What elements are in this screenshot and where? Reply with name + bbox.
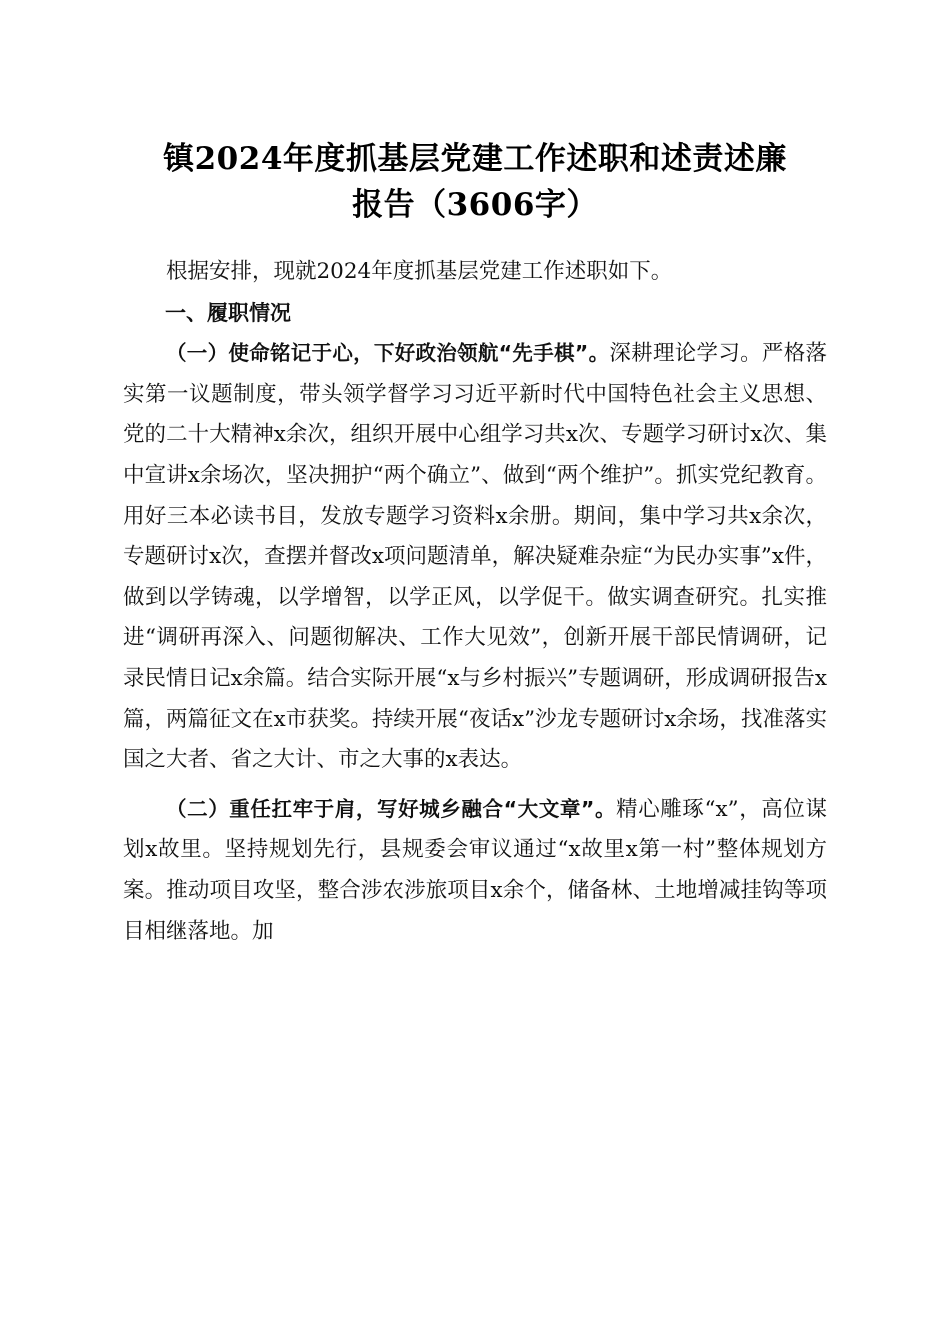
subsection-2-heading: （二）重任扛牢于肩，写好城乡融合“大文章”。 [166,796,617,821]
subsection-1-heading: （一）使命铭记于心，下好政治领航“先手棋”。 [166,341,610,366]
title-line-1: 镇2024年度抓基层党建工作述职和述责述廉 [163,141,787,177]
document-body [123,252,827,952]
subsection-2-text: 精心雕琢“x”，高位谋划x故里。坚持规划先行，县规委会审议通过“x故里x第一村”整体规划方案。推动项目攻坚，整合涉农涉旅项目x余个，储备林、土地增减挂钩等项目相继落地。加 [123,796,828,944]
section-heading-1: 一、履职情况 [165,300,291,325]
document-title [110,136,840,228]
subsection-1-paragraph [123,333,827,781]
intro-paragraph: 根据安排，现就2024年度抓基层党建工作述职如下。 [166,259,673,284]
subsection-1-text: 深耕理论学习。严格落实第一议题制度，带头领学督学习习近平新时代中国特色社会主义思想、党的二十大精神x余次，组织开展中心组学习共x次、专题学习研讨x次、集中宣讲x余场次，坚决拥护“两个确立”、做到“两个维护”。抓实党纪教育。用好三本必读书目，发放专题学习资料x余册。期间，集中学习共x余次，专题研讨x次，查摆并督改x项问题清单，解决疑难杂症“为民办实事”x件，做到以学铸魂，以学增智，以学正风，以学促干。做实调查研究。扎实推进“调研再深入、问题彻解决、工作大见效”，创新开展干部民情调研，记录民情日记x余篇。结合实际开展“x与乡村振兴”专题调研，形成调研报告x篇，两篇征文在x市获奖。持续开展“夜话x”沙龙专题研讨x余场，找准落实国之大者、省之大计、市之大事的x表达。 [123,341,827,773]
paragraph-gap [123,781,827,789]
title-line-2: 报告（3606字） [352,187,598,223]
subsection-2-paragraph [123,789,827,952]
